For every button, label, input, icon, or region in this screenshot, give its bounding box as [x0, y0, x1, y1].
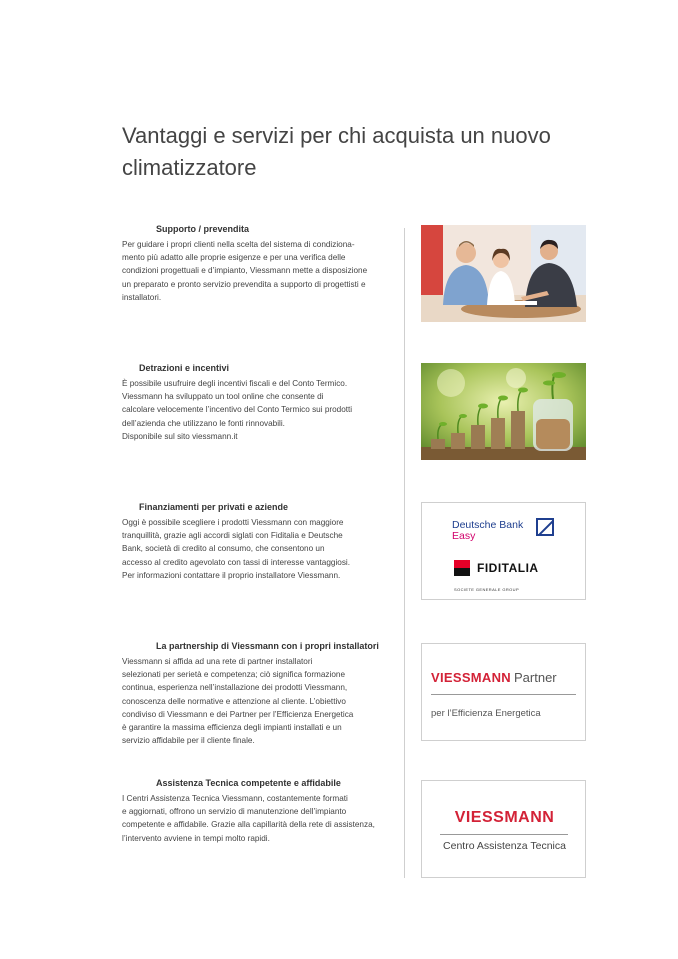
partner-word: Partner	[514, 670, 557, 685]
viessmann-logo: VIESSMANN	[431, 670, 511, 685]
section-heading: La partnership di Viessmann con i propri installatori	[156, 641, 379, 651]
section-financing	[122, 501, 394, 582]
deutsche-bank-mark-icon	[536, 518, 554, 536]
bank-logos-panel	[421, 502, 586, 600]
section-body: Oggi è possibile scegliere i prodotti Viessmann con maggiore tranquillità, grazie agli accordi siglati con Fiditalia e Deutsche Bank, società di credito al consumo, che consentono un accesso al credito agevolato con tassi di interesse vantaggiosi. Per informazioni contattare il proprio installatore Viessmann.	[122, 518, 351, 580]
section-body: Per guidare i propri clienti nella scelta del sistema di condiziona- mento più adatto alle proprie esigenze e per una verifica delle condizioni progettuali e d’impianto, Viessmann mette a disposizione un preparato e pronto servizio prevendita a supporto di progettisti e installatori.	[122, 240, 368, 302]
page-title: Vantaggi e servizi per chi acquista un nuovo climatizzatore	[122, 123, 551, 180]
section-heading: Detrazioni e incentivi	[139, 363, 230, 373]
section-technical-assistance	[122, 777, 394, 845]
viessmann-assistance-panel	[421, 780, 586, 878]
logo-rule	[440, 834, 568, 835]
assistance-subtitle: Centro Assistenza Tecnica	[443, 840, 566, 852]
section-support	[122, 223, 394, 304]
section-heading: Finanziamenti per privati e aziende	[139, 502, 289, 512]
viessmann-logo: VIESSMANN	[454, 809, 555, 826]
section-partnership	[122, 640, 394, 747]
section-heading: Assistenza Tecnica competente e affidabile	[156, 778, 341, 788]
fiditalia-logo: FIDITALIA	[477, 561, 539, 575]
section-incentives	[122, 362, 394, 443]
deutsche-bank-logo	[452, 520, 523, 542]
column-divider	[404, 228, 405, 878]
deutsche-bank-easy: Easy	[452, 530, 476, 542]
fiditalia-mark-icon	[454, 560, 470, 576]
section-body: È possibile usufruire degli incentivi fiscali e del Conto Termico. Viessmann ha sviluppato un tool online che consente di calcolare velocemente l’incentivo del Conto Termico sui prodotti dell’azienda che utilizzano le fonti rinnovabili. Disponibile sul sito viessmann.it	[122, 379, 353, 441]
partner-subtitle: per l’Efficienza Energetica	[431, 708, 541, 719]
deutsche-bank-name: Deutsche Bank	[452, 519, 524, 531]
section-body: Viessmann si affida ad una rete di partner installatori selezionati per serietà e competenza; ciò significa formazione continua, esperienza nell’installazione dei prodotti Viessmann, conoscenza delle normative e attenzione al cliente. L’obiettivo condiviso di Viessmann e dei Partner per l’Efficienza Energetica è garantire la massima efficienza degli impianti installati e un servizio affidabile per il cliente finale.	[122, 657, 354, 746]
fiditalia-group: SOCIETE GENERALE GROUP	[454, 587, 520, 592]
logo-rule	[431, 694, 576, 695]
section-body: I Centri Assistenza Tecnica Viessmann, costantemente formati e aggiornati, offrono un servizio di manutenzione dell’impianto competente e affidabile. Grazie alla capillarità della rete di assistenza, l’intervento avviene in tempi molto rapidi.	[122, 794, 375, 843]
section-heading: Supporto / prevendita	[156, 224, 250, 234]
meeting-photo	[421, 225, 586, 322]
viessmann-partner-panel	[421, 643, 586, 741]
coins-plants-photo	[421, 363, 586, 460]
